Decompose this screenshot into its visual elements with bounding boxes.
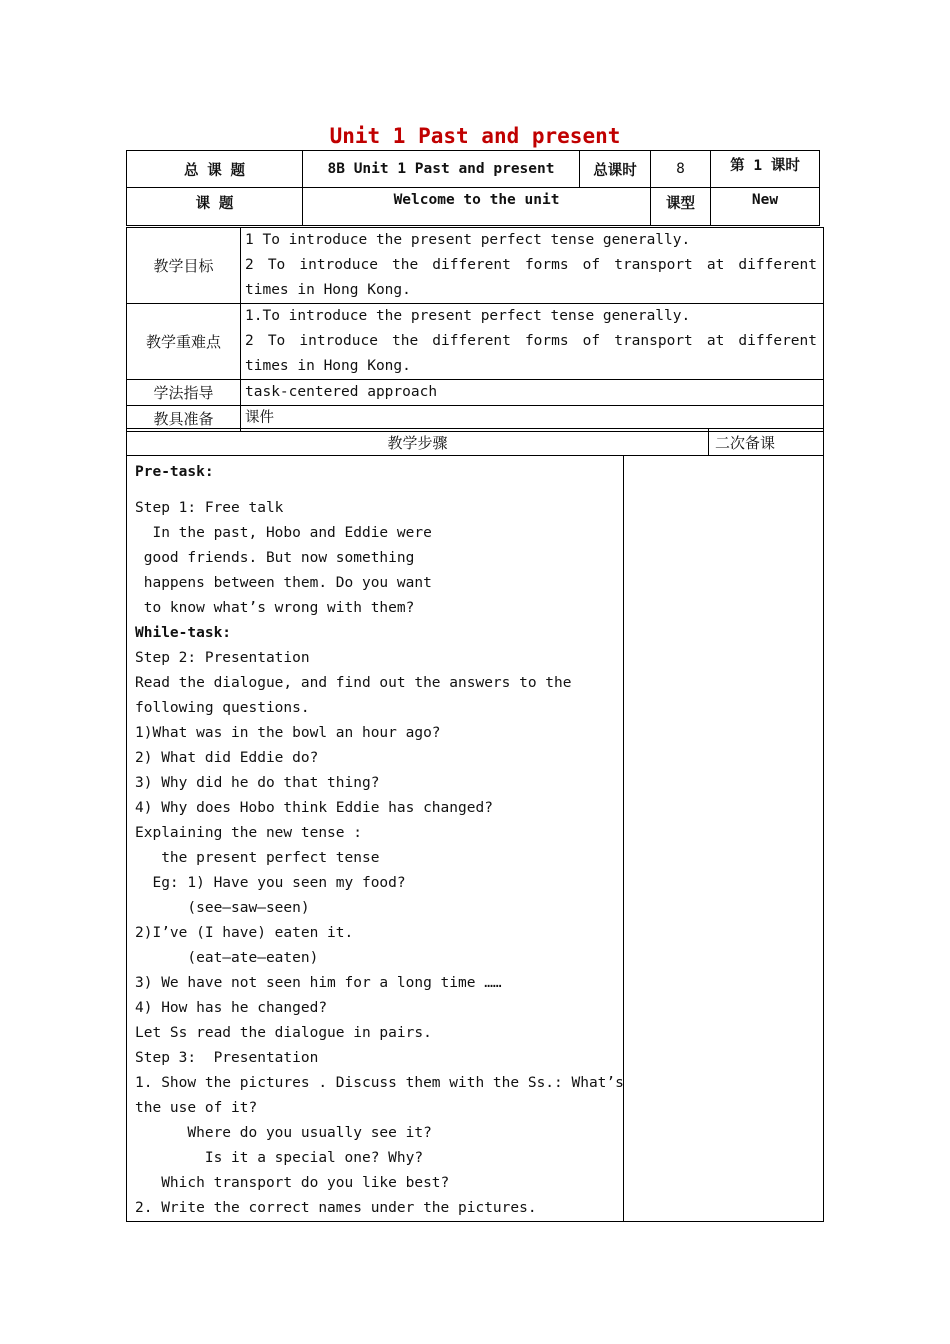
content-line: the use of it? xyxy=(135,1100,258,1116)
total-topic-label: 总 课 题 xyxy=(127,151,303,188)
content-line: 1)What was in the bowl an hour ago? xyxy=(135,725,441,741)
row-text-objectives xyxy=(241,228,824,304)
content-line: to know what’s wrong with them? xyxy=(135,600,415,616)
content-line: Eg: 1) Have you seen my food? xyxy=(135,875,406,891)
notes-header: 二次备课 xyxy=(709,429,824,456)
content-line: 1. Show the pictures . Discuss them with the Ss.: What’s xyxy=(135,1075,624,1091)
content-line: Explaining the new tense : xyxy=(135,825,362,841)
content-line: In the past, Hobo and Eddie were xyxy=(135,525,432,541)
content-line: Which transport do you like best? xyxy=(135,1175,450,1191)
content-line: the present perfect tense xyxy=(135,850,380,866)
content-line: 2) What did Eddie do? xyxy=(135,750,319,766)
steps-header: 教学步骤 xyxy=(127,429,709,456)
page-title: Unit 1 Past and present xyxy=(329,124,621,148)
section-heading: Pre-task: xyxy=(135,464,214,480)
steps-table xyxy=(126,428,824,1222)
content-line: 4) How has he changed? xyxy=(135,1000,328,1016)
row-label-objectives: 教学目标 xyxy=(127,228,241,304)
row-label-key-points: 教学重难点 xyxy=(127,304,241,380)
content-line: 4) Why does Hobo think Eddie has changed? xyxy=(135,800,493,816)
content-line: Step 1: Free talk xyxy=(135,500,284,516)
content-line: (eat—ate—eaten) xyxy=(135,950,319,966)
objective-line: 1 To introduce the present perfect tense generally. xyxy=(245,232,691,248)
topic-value: Welcome to the unit xyxy=(303,188,651,226)
content-line: Is it a special one? Why? xyxy=(135,1150,424,1166)
content-line xyxy=(135,485,615,496)
topic-label: 课 题 xyxy=(127,188,303,226)
content-line: Where do you usually see it? xyxy=(135,1125,432,1141)
content-line: 3) Why did he do that thing? xyxy=(135,775,380,791)
row-text-key-points xyxy=(241,304,824,380)
period-label: 第 1 课时 xyxy=(711,151,820,188)
total-periods-value: 8 xyxy=(651,151,711,188)
content-line: Step 2: Presentation xyxy=(135,650,310,666)
row-text-method: task-centered approach xyxy=(241,380,824,406)
total-topic-value: 8B Unit 1 Past and present xyxy=(303,151,580,188)
row-label-method: 学法指导 xyxy=(127,380,241,406)
content-line: 2)I’ve (I have) eaten it. xyxy=(135,925,354,941)
row-label-materials: 教具准备 xyxy=(127,406,241,432)
steps-content xyxy=(127,456,624,1222)
content-line: Let Ss read the dialogue in pairs. xyxy=(135,1025,432,1041)
type-value: New xyxy=(711,188,820,226)
lesson-header-table xyxy=(126,150,820,226)
type-label: 课型 xyxy=(651,188,711,226)
key-point-line: 1.To introduce the present perfect tense generally. xyxy=(245,308,691,324)
key-point-line: 2 To introduce the different forms of transport at different times in Hong Kong. xyxy=(245,333,817,374)
objectives-table xyxy=(126,227,824,432)
content-line: 3) We have not seen him for a long time …… xyxy=(135,975,502,991)
content-line: Read the dialogue, and find out the answers to the xyxy=(135,675,572,691)
objective-line: 2 To introduce the different forms of transport at different times in Hong Kong. xyxy=(245,257,817,298)
content-line: happens between them. Do you want xyxy=(135,575,432,591)
content-line: Step 3: Presentation xyxy=(135,1050,319,1066)
row-text-materials: 课件 xyxy=(241,406,824,432)
content-line: good friends. But now something xyxy=(135,550,415,566)
content-line: 2. Write the correct names under the pictures. xyxy=(135,1200,537,1216)
content-line: following questions. xyxy=(135,700,310,716)
content-line: (see—saw—seen) xyxy=(135,900,310,916)
total-periods-label: 总课时 xyxy=(580,151,651,188)
section-heading: While-task: xyxy=(135,625,232,641)
notes-content xyxy=(624,456,824,1222)
